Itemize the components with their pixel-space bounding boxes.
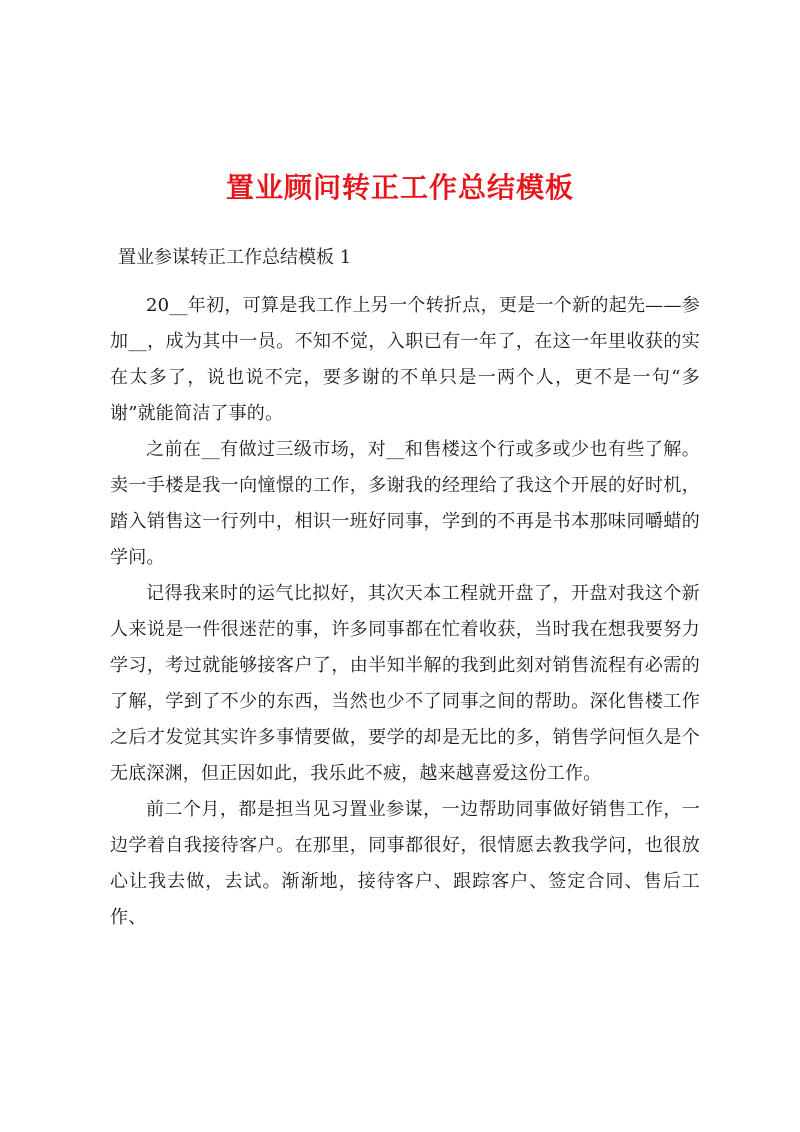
section-heading: 置业参谋转正工作总结模板 1 [118, 247, 352, 268]
paragraph-2: 之前在__有做过三级市场，对__和售楼这个行或多或少也有些了解。卖一手楼是我一向憧憬的工作，多谢我的经理给了我这个开展的好时机，踏入销售这一行列中，相识一班好同事，学到的不再是书本那味同嚼蜡的学问。 [110, 439, 700, 568]
document-title: 置业顾问转正工作总结模板 [225, 171, 574, 204]
paragraph-3: 记得我来时的运气比拟好，其次天本工程就开盘了，开盘对我这个新人来说是一件很迷茫的事，许多同事都在忙着收获，当时我在想我要努力学习，考过就能够接客户了，由半知半解的我到此刻对销售流程有必需的了解，学到了不少的东西，当然也少不了同事之间的帮助。深化售楼工作之后才发觉其实许多事情要做，要学的却是无比的多，销售学问恒久是个无底深渊，但正因如此，我乐此不疲，越来越喜爱这份工作。 [110, 583, 700, 784]
paragraph-1: 20__年初，可算是我工作上另一个转折点，更是一个新的起先——参加__，成为其中一员。不知不觉，入职已有一年了，在这一年里收获的实在太多了，说也说不完，要多谢的不单只是一两个人，更不是一句“多谢”就能简洁了事的。 [110, 295, 700, 424]
document-body [110, 288, 700, 936]
paragraph-4: 前二个月，都是担当见习置业参谋，一边帮助同事做好销售工作，一边学着自我接待客户。在那里，同事都很好，很情愿去教我学问，也很放心让我去做，去试。渐渐地，接待客户、跟踪客户、签定合同、售后工作、 [110, 799, 700, 928]
